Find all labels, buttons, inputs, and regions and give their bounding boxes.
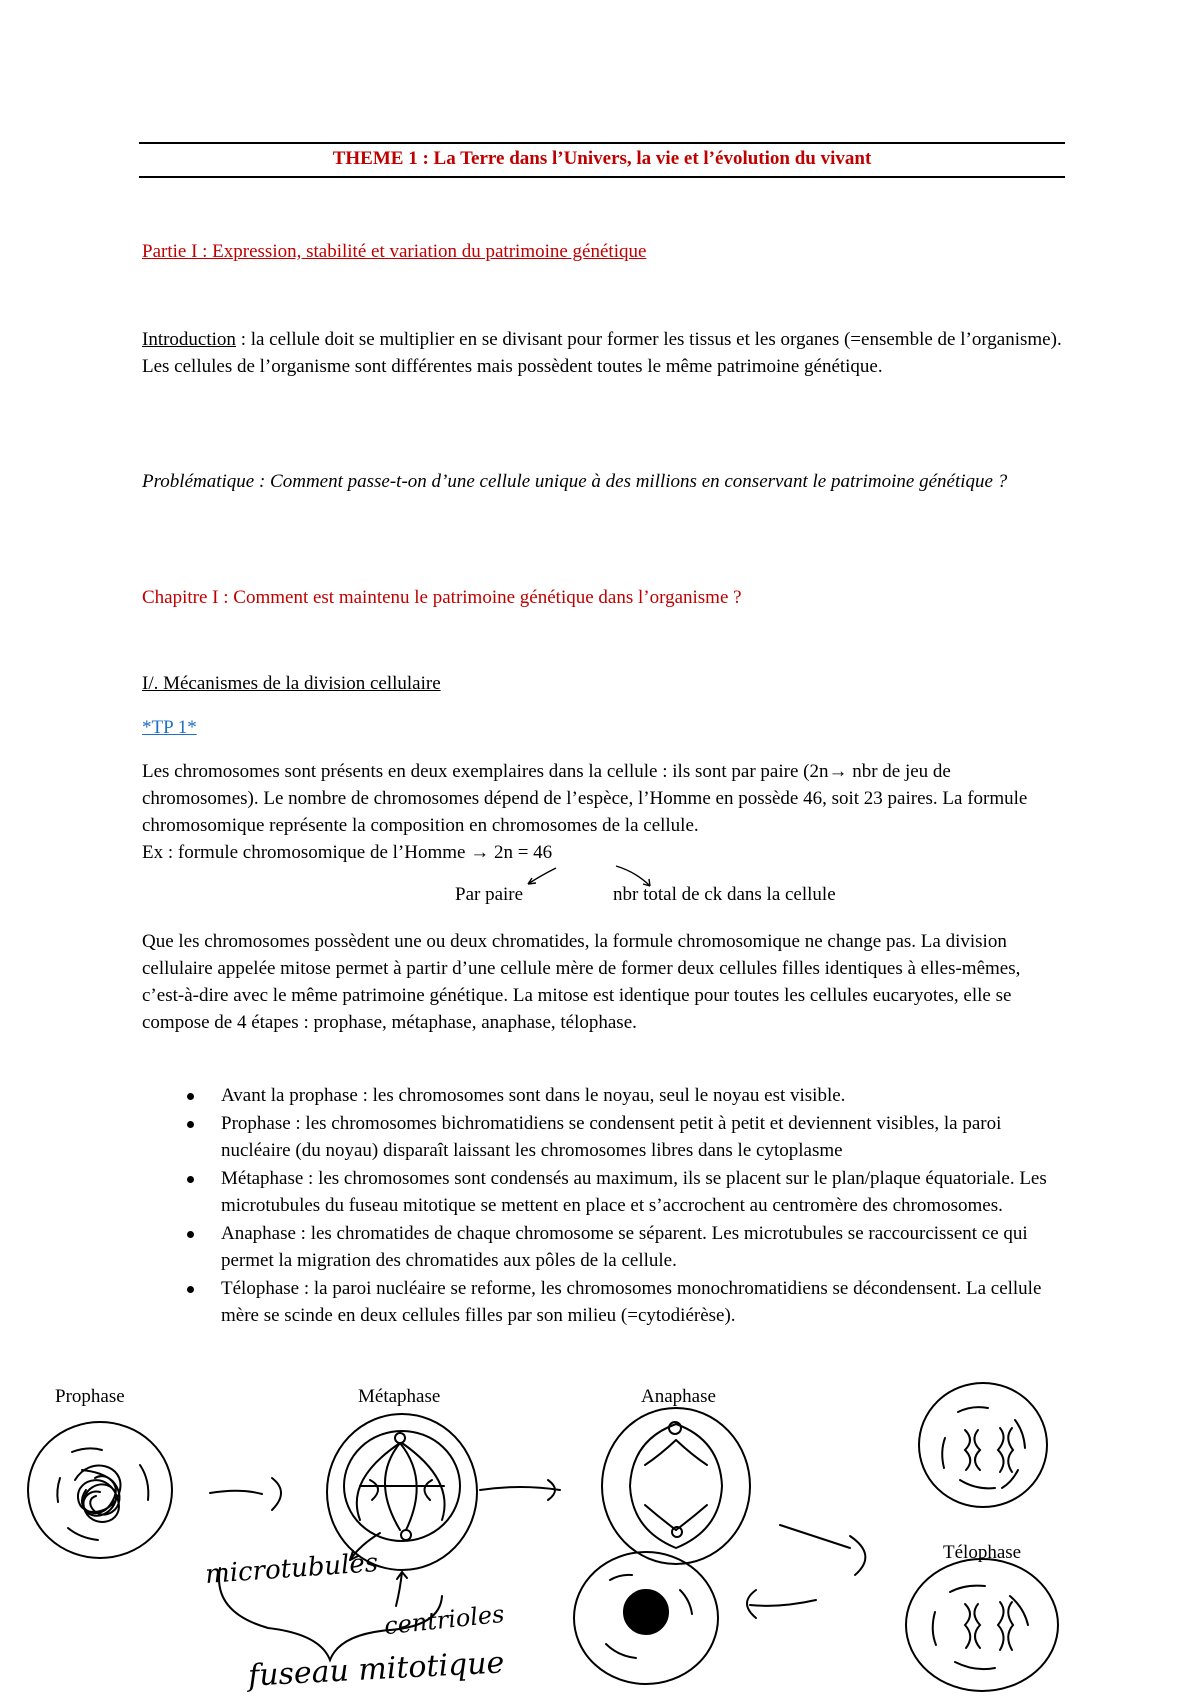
handwritten-fuseau-mitotique: fuseau mitotique bbox=[247, 1645, 506, 1694]
list-item: Anaphase : les chromatides de chaque chromosome se séparent. Les microtubules se raccourcissent ce qui permet la migration des chromatides aux pôles de la cellule. bbox=[142, 1220, 1062, 1274]
introduction-text: : la cellule doit se multiplier en se divisant pour former les tissus et les organes (=ensemble de l’organisme). Les cellules de l’organisme sont différentes mais possèdent toutes le même patrimoine génétique. bbox=[142, 329, 1062, 377]
prophase-cell-drawing bbox=[28, 1422, 172, 1558]
metaphase-cell-drawing bbox=[327, 1414, 477, 1570]
list-item: Télophase : la paroi nucléaire se reforme, les chromosomes monochromatidiens se décondensent. La cellule mère se scinde en deux cellules filles par son milieu (=cytodiérèse). bbox=[142, 1275, 1062, 1329]
part-title: Partie I : Expression, stabilité et variation du patrimoine génétique bbox=[142, 241, 647, 262]
formula-value: 2n = 46 bbox=[489, 842, 553, 863]
theme-title: THEME 1 : La Terre dans l’Univers, la vie et l’évolution du vivant bbox=[332, 148, 872, 169]
right-arrow-icon: → bbox=[470, 842, 490, 863]
title-top-rule bbox=[139, 142, 1065, 144]
formula-prefix: Ex : formule chromosomique de l’Homme bbox=[142, 842, 471, 863]
stage-label-anaphase: Anaphase bbox=[641, 1386, 716, 1407]
anaphase-cell-drawing bbox=[602, 1408, 750, 1564]
chromosomes-paragraph bbox=[142, 758, 1062, 839]
chapter-title: Chapitre I : Comment est maintenu le patrimoine génétique dans l’organisme ? bbox=[142, 587, 742, 608]
list-item: Prophase : les chromosomes bichromatidiens se condensent petit à petit et deviennent visibles, la paroi nucléaire (du noyau) disparaît laissant les chromosomes libres dans le cytoplasme bbox=[142, 1110, 1062, 1164]
label-par-paire: Par paire bbox=[455, 884, 524, 905]
title-bottom-rule bbox=[139, 176, 1065, 178]
right-arrow-icon: → bbox=[828, 761, 848, 782]
formula-example bbox=[142, 839, 1062, 866]
introduction-paragraph bbox=[142, 326, 1062, 380]
tp-link[interactable]: *TP 1* bbox=[142, 717, 197, 738]
handwritten-centrioles: centrioles bbox=[382, 1599, 506, 1641]
mitosis-steps-list bbox=[142, 1082, 1062, 1330]
handwritten-microtubules: microtubules bbox=[204, 1547, 380, 1591]
interphase-cell-drawing bbox=[574, 1552, 718, 1684]
telophase-bottom-cell-drawing bbox=[906, 1559, 1058, 1691]
chromosomes-text-part1: Les chromosomes sont présents en deux exemplaires dans la cellule : ils sont par paire (2n bbox=[142, 761, 829, 782]
stage-label-telophase: Télophase bbox=[943, 1542, 1022, 1563]
telophase-top-cell-drawing bbox=[919, 1383, 1047, 1507]
list-item: Métaphase : les chromosomes sont condensés au maximum, ils se placent sur le plan/plaque équatoriale. Les microtubules du fuseau mitotique se mettent en place et s’accrochent au centromère des chromosomes. bbox=[142, 1165, 1062, 1219]
stage-label-metaphase: Métaphase bbox=[358, 1386, 441, 1407]
list-item: Avant la prophase : les chromosomes sont dans le noyau, seul le noyau est visible. bbox=[142, 1082, 1062, 1109]
chromosomes-text-part2: nbr de jeu de chromosomes). Le nombre de chromosomes dépend de l’espèce, l’Homme en possède 46, soit 23 paires. La formule chromosomique représente la composition en chromosomes de la cellule. bbox=[142, 761, 1028, 836]
introduction-label: Introduction bbox=[142, 329, 236, 350]
mitose-paragraph: Que les chromosomes possèdent une ou deux chromatides, la formule chromosomique ne change pas. La division cellulaire appelée mitose permet à partir d’une cellule mère de former deux cellules filles identiques à elles-mêmes, c’est-à-dire avec le même patrimoine génétique. La mitose est identique pour toutes les cellules eucaryotes, elle se compose de 4 étapes : prophase, métaphase, anaphase, télophase. bbox=[142, 931, 1021, 1033]
stage-label-prophase: Prophase bbox=[55, 1386, 125, 1407]
label-nbr-total: nbr total de ck dans la cellule bbox=[613, 884, 836, 905]
problematique: Problématique : Comment passe-t-on d’une cellule unique à des millions en conservant le patrimoine génétique ? bbox=[142, 471, 1008, 492]
section-title: I/. Mécanismes de la division cellulaire bbox=[142, 673, 441, 694]
